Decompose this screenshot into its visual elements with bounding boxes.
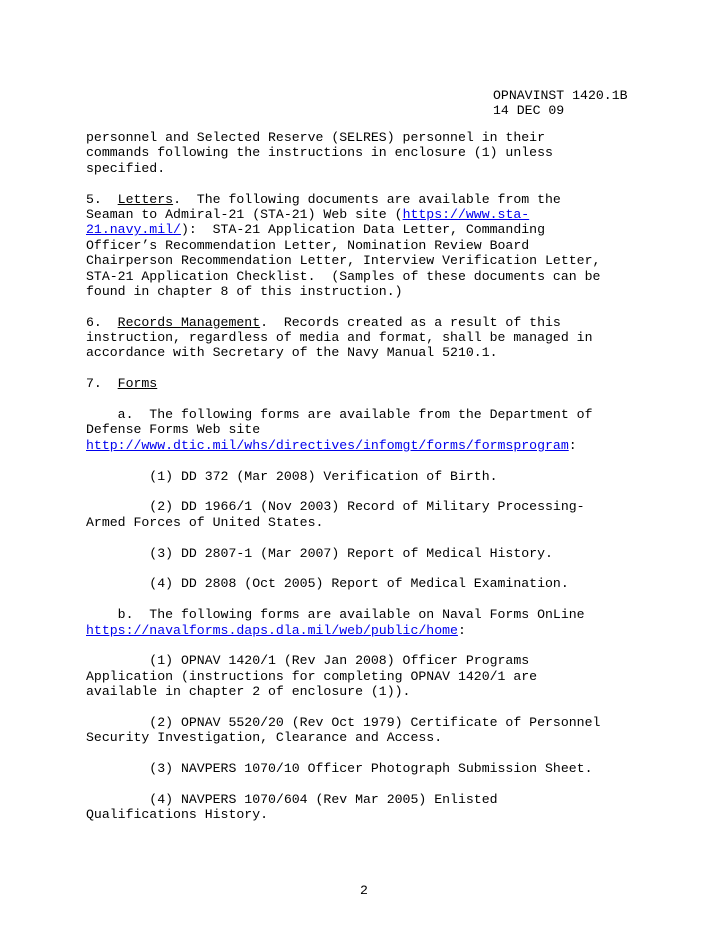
text-line: accordance with Secretary of the Navy Manual 5210.1. (86, 345, 498, 361)
text-line: a. The following forms are available from the Department of (86, 407, 593, 423)
section-number: 7. (86, 376, 102, 392)
section-number: 5. (86, 191, 102, 207)
document-date: 14 DEC 09 (493, 103, 565, 119)
list-item: (1) OPNAV 1420/1 (Rev Jan 2008) Officer Programs (86, 653, 530, 669)
document-header (493, 88, 628, 119)
naval-forms-link[interactable]: https://navalforms.daps.dla.mil/web/public/home (86, 622, 458, 638)
sta21-link-continued[interactable]: 21.navy.mil/ (86, 222, 181, 238)
text-line: specified. (86, 160, 166, 176)
section-records-management: 6. Records Management. Records created as a result of this instruction, regardless of media and format, shall be managed in accordance with Secretary of the Navy Manual 5210.1. (86, 315, 686, 361)
page-number: 2 (360, 883, 368, 898)
section-forms (86, 376, 686, 822)
text-line: instruction, regardless of media and format, shall be managed in (86, 330, 593, 346)
text-line: commands following the instructions in enclosure (1) unless (86, 145, 553, 161)
list-item: (4) NAVPERS 1070/604 (Rev Mar 2005) Enlisted (86, 791, 498, 807)
list-item-continued: Qualifications History. (86, 807, 269, 823)
section-letters: 5. Letters. The following documents are available from the Seaman to Admiral-21 (STA-21) Web site (https://www.sta- 21.navy.mil/): STA-21 Application Data Letter, Commanding Officer’s Recommendation Letter, Nomination Review Board Chairperson Recommendation Letter, Interview Verification Letter, STA-21 Application Checklist. (Samples of these documents can be found in chapter 8 of this instruction.) (86, 192, 686, 300)
list-item: (2) DD 1966/1 (Nov 2003) Record of Military Processing- (86, 499, 585, 515)
intro-paragraph (86, 130, 686, 176)
list-item: (3) DD 2807-1 (Mar 2007) Report of Medical History. (86, 545, 553, 561)
text-line: found in chapter 8 of this instruction.) (86, 283, 403, 299)
forms-subsection-b: b. The following forms are available on Naval Forms OnLine https://navalforms.daps.dla.mil/web/public/home: (1) OPNAV 1420/1 (Rev Jan 2008) Officer Programs Application (instructions for completing OPNAV 1420/1 are available in chapter 2 of enclosure (1)). (2) OPNAV 5520/20 (Rev Oct 1979) Certificate of Personnel Security Investigation, Clearance and Access. (3) NAVPERS 1070/10 Officer Photograph Submission Sheet. (4) NAVPERS 1070/604 (Rev Mar 2005) Enlisted Qualifications History. (86, 607, 686, 822)
text-line: STA-21 Application Checklist. (Samples of these documents can be (86, 268, 601, 284)
forms-subsection-a: a. The following forms are available from the Department of Defense Forms Web site http://www.dtic.mil/whs/directives/infomgt/forms/formsprogram: (1) DD 372 (Mar 2008) Verification of Birth. (2) DD 1966/1 (Nov 2003) Record of Military Processing- Armed Forces of United States. (3) DD 2807-1 (Mar 2007) Report of Medical History. (4) DD 2808 (Oct 2005) Report of Medical Examination. (86, 407, 686, 607)
sta21-link[interactable]: https://www.sta- (402, 206, 530, 222)
document-body (86, 130, 686, 823)
instruction-number: OPNAVINST 1420.1B (493, 88, 628, 103)
section-number: 6. (86, 314, 102, 330)
list-item-continued: Armed Forces of United States. (86, 514, 324, 530)
text-line: b. The following forms are available on Naval Forms OnLine (86, 607, 585, 623)
section-title: Letters (117, 191, 174, 207)
section-title: Forms (117, 376, 158, 392)
section-title: Records Management (117, 314, 261, 330)
list-item: (2) OPNAV 5520/20 (Rev Oct 1979) Certificate of Personnel (86, 714, 601, 730)
dod-forms-link[interactable]: http://www.dtic.mil/whs/directives/infomgt/forms/formsprogram (86, 437, 569, 453)
text-line: Chairperson Recommendation Letter, Interview Verification Letter, (86, 253, 601, 269)
list-item: (1) DD 372 (Mar 2008) Verification of Birth. (86, 468, 498, 484)
list-item-continued: Application (instructions for completing OPNAV 1420/1 are (86, 668, 538, 684)
list-item: (4) DD 2808 (Oct 2005) Report of Medical Examination. (86, 576, 569, 592)
list-item-continued: available in chapter 2 of enclosure (1)). (86, 684, 411, 700)
text-line: personnel and Selected Reserve (SELRES) personnel in their (86, 130, 545, 145)
list-item-continued: Security Investigation, Clearance and Access. (86, 730, 443, 746)
list-item: (3) NAVPERS 1070/10 Officer Photograph Submission Sheet. (86, 761, 593, 777)
text-line: Defense Forms Web site (86, 422, 261, 438)
text-line: Officer’s Recommendation Letter, Nomination Review Board (86, 237, 530, 253)
